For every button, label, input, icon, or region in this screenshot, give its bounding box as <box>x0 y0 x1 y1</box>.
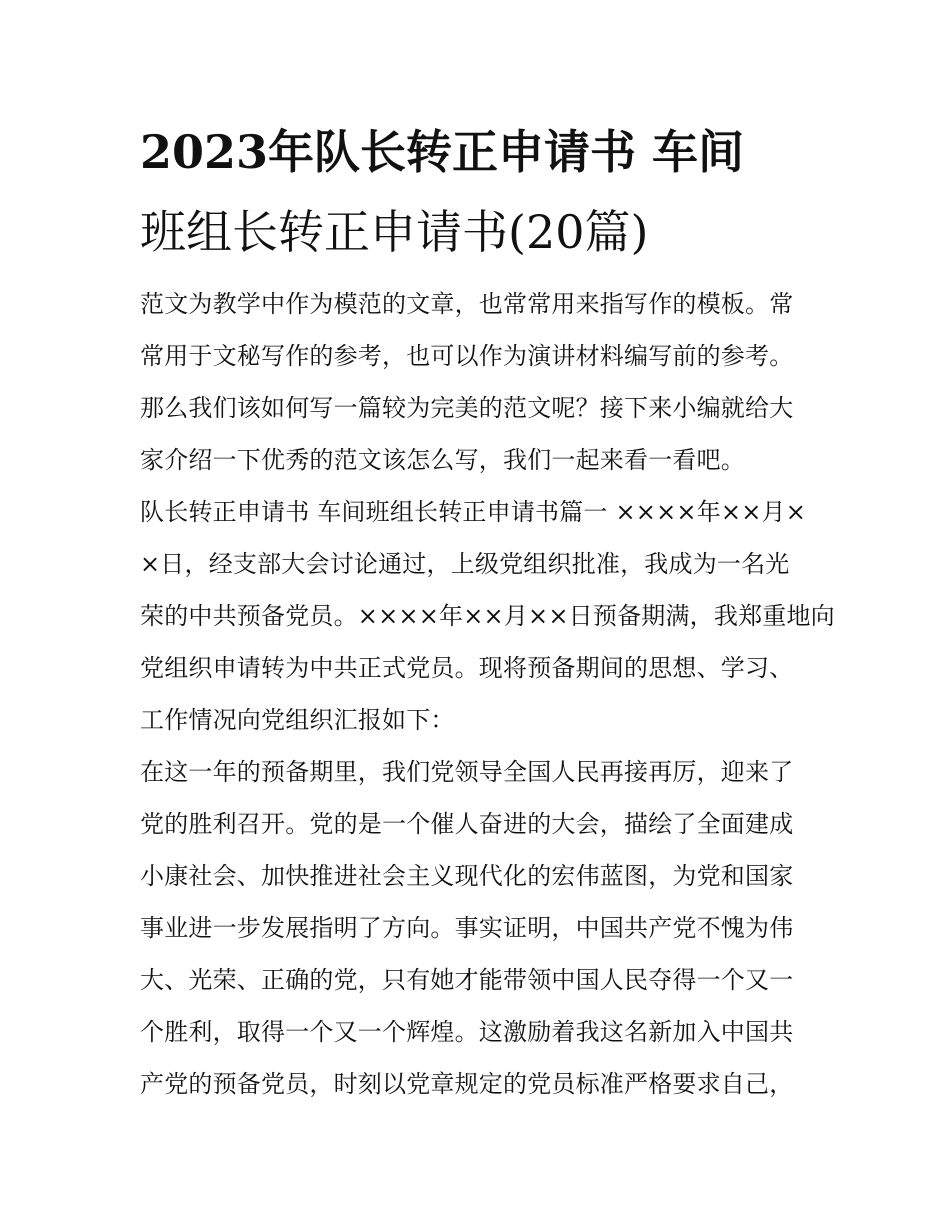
body-line: 大、光荣、正确的党，只有她才能带领中国人民夺得一个又一 <box>140 966 794 994</box>
document-title <box>140 112 820 272</box>
body-line: 在这一年的预备期里，我们党领导全国人民再接再厉，迎来了 <box>140 758 794 786</box>
title-line-2: 班组长转正申请书(20篇) <box>140 205 649 259</box>
body-line: 家介绍一下优秀的范文该怎么写，我们一起来看一看吧。 <box>140 446 745 474</box>
body-line: 小康社会、加快推进社会主义现代化的宏伟蓝图，为党和国家 <box>140 862 794 890</box>
body-line: 党的胜利召开。党的是一个催人奋进的大会，描绘了全面建成 <box>140 810 794 838</box>
body-line: 产党的预备党员，时刻以党章规定的党员标准严格要求自己， <box>140 1070 794 1098</box>
body-line: 范文为教学中作为模范的文章，也常常用来指写作的模板。常 <box>140 290 794 318</box>
body-line: ×日，经支部大会讨论通过，上级党组织批准，我成为一名光 <box>140 550 790 578</box>
body-line: 队长转正申请书 车间班组长转正申请书篇一 ××××年××月× <box>140 498 807 526</box>
title-line-1: 2023年队长转正申请书 车间 <box>140 125 745 179</box>
body-line: 党组织申请转为中共正式党员。现将预备期间的思想、学习、 <box>140 654 794 682</box>
body-line: 个胜利，取得一个又一个辉煌。这激励着我这名新加入中国共 <box>140 1018 794 1046</box>
body-line: 事业进一步发展指明了方向。事实证明，中国共产党不愧为伟 <box>140 914 794 942</box>
body-line: 常用于文秘写作的参考，也可以作为演讲材料编写前的参考。 <box>140 342 794 370</box>
body-line: 那么我们该如何写一篇较为完美的范文呢？接下来小编就给大 <box>140 394 794 422</box>
body-line: 荣的中共预备党员。××××年××月××日预备期满，我郑重地向 <box>140 602 835 630</box>
body-line: 工作情况向党组织汇报如下： <box>140 706 455 734</box>
document-body <box>140 278 835 1110</box>
